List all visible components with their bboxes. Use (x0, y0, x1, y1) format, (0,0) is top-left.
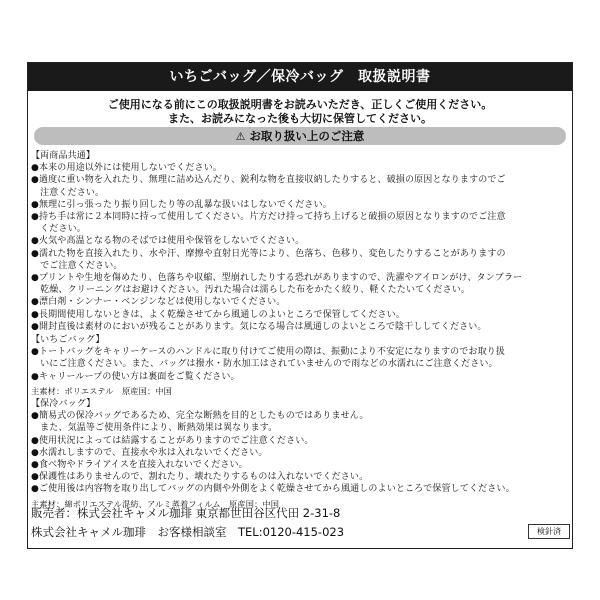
caution-line: ください。 (31, 224, 86, 235)
caution-line: ●無理に引っ張ったり振り回したり等の乱暴な扱いはしないでください。 (31, 199, 332, 210)
caution-line: 注意ください。 (31, 187, 105, 198)
caution-line: 乾燥、クリーニングはお避けください。汚れた場合は濡らした布をかたく絞り、軽くたたいてください。 (31, 285, 471, 296)
section-heading: 【いちごバッグ】 (31, 335, 105, 346)
warning-triangle-icon: ⚠ (235, 130, 246, 143)
section-heading: 【保冷バッグ】 (31, 399, 96, 410)
intro-line-1: ご使用になる前にこの取扱説明書をお読みいただき、正しくご使用ください。 (107, 98, 493, 111)
seller-info: 販売者：株式会社キャメル珈琲 東京都世田谷区代田 2-31-8 (31, 506, 341, 520)
material-info: 主素材：綿ポリエステル混紡、アルミ蒸着フィルム 原産国：中国 (31, 498, 280, 509)
instruction-card (27, 62, 573, 549)
caution-banner-label: お取り扱い上のご注意 (249, 129, 365, 143)
caution-line: ●トートバッグをキャリーケースのハンドルに取り付けてご使用の際は、振動により不安定になりますのでお取り扱 (31, 347, 506, 358)
caution-line: ●水濡れしますので、直接水や氷は入れないでください。 (31, 447, 268, 458)
caution-line: ●保護性はありませんので、割れたり、壊れたりするものは入れないでください。 (31, 472, 369, 483)
caution-line: ●キャリーループの使い方は裏面をご覧ください。 (31, 371, 240, 382)
contact-info: 株式会社キャメル珈琲 お客様相談室 TEL:0120-415-023 (31, 525, 345, 539)
caution-line: でご注意ください。 (31, 260, 123, 271)
caution-line: ●火気や高温となる物のそばでは使用や保管をしないでください。 (31, 236, 305, 247)
caution-line: ●簡易式の保冷バッグであるため、完全な断熱を目的としたものではありません。 (31, 411, 369, 422)
caution-line: ●長期間使用しないときは、よく乾燥させてから風通しのよいところで保管してください。 (31, 309, 405, 320)
caution-line: ●持ち手は常に２本同時に持って使用してください。片方だけ持って持ち上げると破損の原因となりますのでご注意 (31, 212, 506, 223)
section-heading: 【両商品共通】 (31, 151, 96, 161)
caution-line: ●プリントや生地を傷めたり、色落ちや収縮、型崩れしたりする恐れがありますので、洗濯やアイロンがけ、タンブラー (31, 273, 523, 284)
caution-line: また、気温等ご使用条件により、断熱効果は異なります。 (31, 423, 278, 434)
caution-line: ●開封直後は素材のにおいが残ることがあります。気になる場合は風通しのよいところで陰干ししてください。 (31, 321, 487, 332)
intro-line-2: また、お読みになった後も大切に保管してください。 (168, 112, 432, 125)
caution-content (31, 149, 569, 511)
inspection-badge: 検針済 (528, 524, 570, 539)
caution-line: ●食べ物やドライアイスを直接入れないでください。 (31, 460, 248, 471)
document-title: いちごバッグ／保冷バッグ 取扱説明書 (28, 63, 572, 91)
caution-line: いにご注意ください。また、バッグは撥水・防水加工はされていませんので雨などの水濡れにご注意ください。 (31, 359, 498, 370)
material-info: 主素材：ポリエステル 原産国：中国 (31, 385, 172, 396)
caution-line: ●ご使用後は内容物を取り出してバッグの内側や外側をよく乾燥させてから風通しのよいところで保管してください。 (31, 484, 515, 495)
caution-line: ●過度に重い物を入れたり、無理に詰め込んだり、鋭利な物を直接収納したりすると、破損の原因となりますのでご (31, 175, 506, 186)
caution-line: ●本来の用途以外には使用しないでください。 (31, 163, 223, 174)
caution-line: ●使用状況によっては結露することがありますのでご注意ください。 (31, 435, 314, 446)
caution-banner (34, 127, 566, 145)
caution-line: ●濡れた物を直接入れたり、水や汗、摩擦や直射日光等により、色落ち、色移り、変色したりすることがありますの (31, 248, 506, 259)
caution-line: ●漂白剤・シンナー・ベンジンなどは使用しないでください。 (31, 297, 286, 308)
